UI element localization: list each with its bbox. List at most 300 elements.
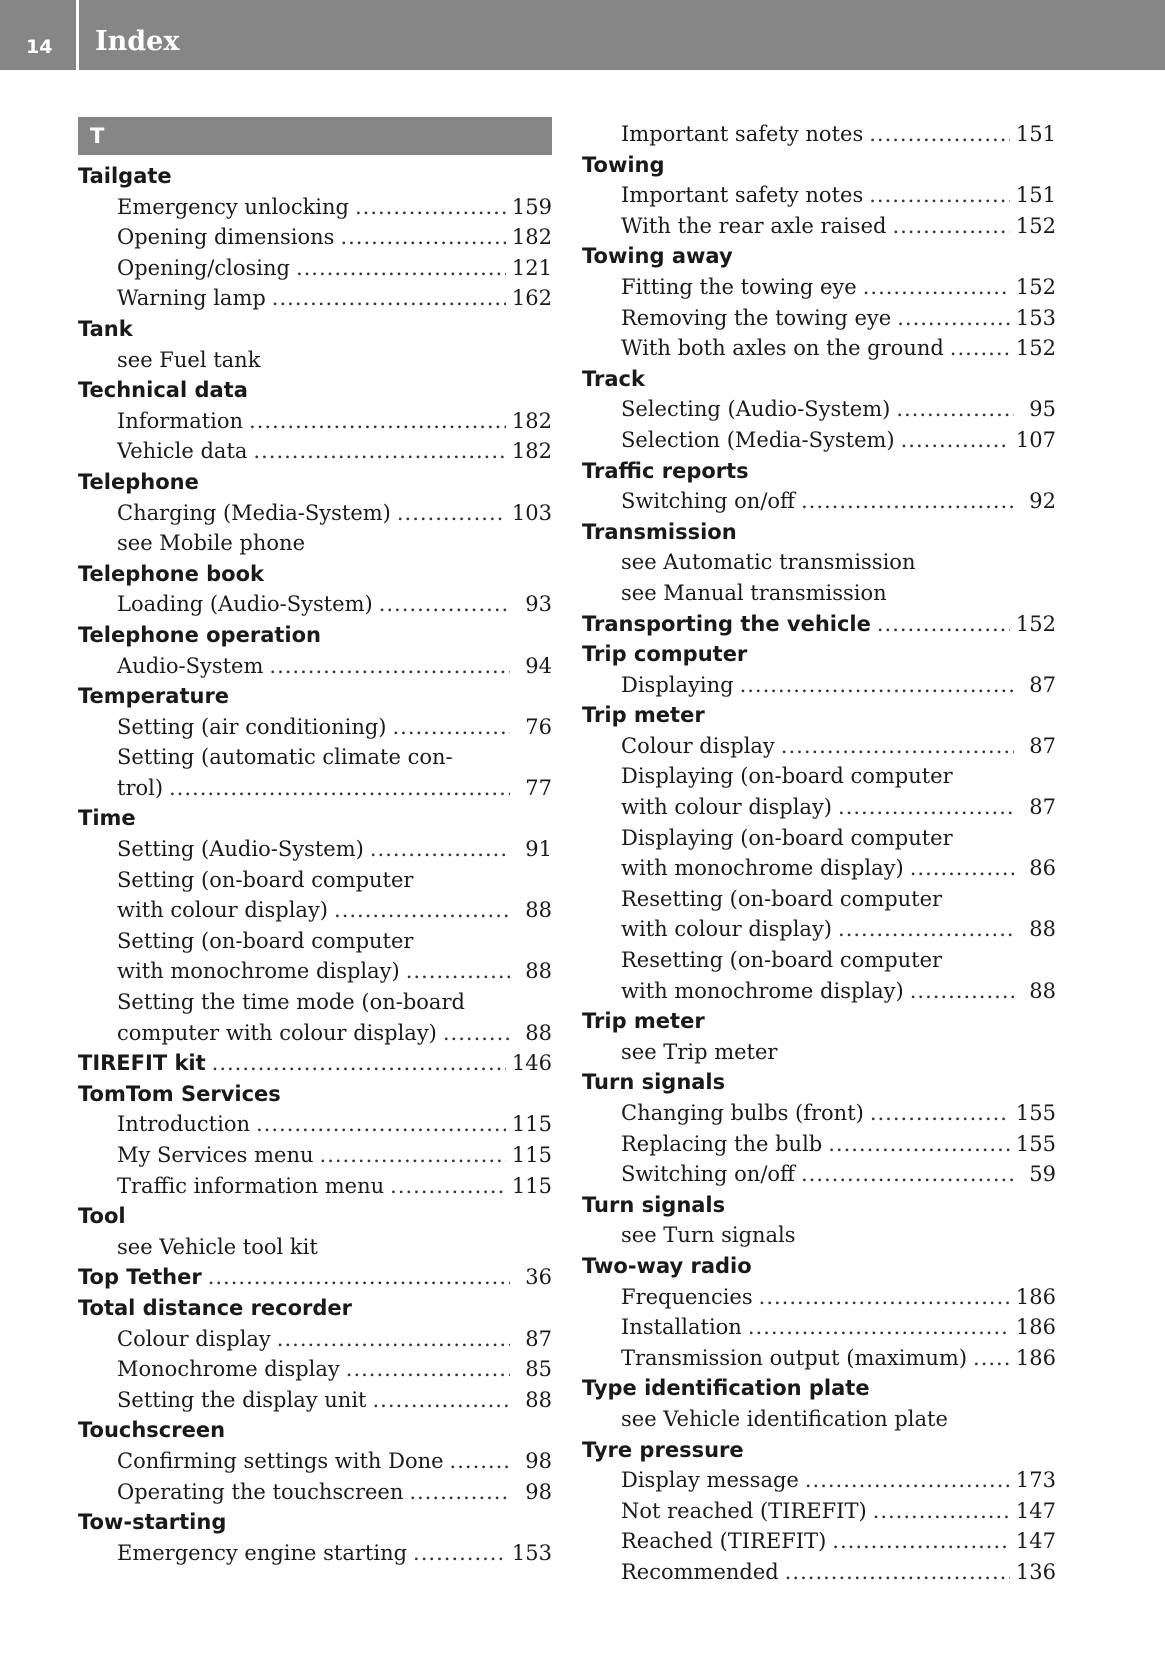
dot-leader bbox=[828, 1129, 1010, 1160]
index-column-left bbox=[78, 117, 552, 1568]
entry-text: with colour display) bbox=[117, 898, 329, 923]
entry-row bbox=[582, 303, 1056, 334]
index-subentry[interactable] bbox=[582, 211, 1056, 242]
entry-text: with monochrome display) bbox=[621, 978, 904, 1003]
entry-row bbox=[582, 792, 1056, 823]
entry-text: computer with colour display) bbox=[117, 1020, 437, 1045]
page-ref[interactable]: 155 bbox=[1015, 1131, 1056, 1156]
index-subentry[interactable] bbox=[78, 1385, 552, 1416]
subentry-text: Setting (on-board computer bbox=[117, 867, 414, 892]
entry-row bbox=[582, 272, 1056, 303]
entry-text: Important safety notes bbox=[621, 122, 864, 146]
entry-text: Opening dimensions bbox=[117, 225, 335, 250]
dot-leader bbox=[296, 253, 506, 284]
entry-row bbox=[78, 498, 552, 529]
dot-leader bbox=[346, 1354, 510, 1385]
index-heading[interactable] bbox=[78, 803, 552, 834]
entry-row bbox=[78, 1262, 552, 1293]
index-subentry[interactable] bbox=[78, 253, 552, 284]
index-heading[interactable] bbox=[582, 456, 1056, 487]
entry-row bbox=[78, 773, 552, 804]
page-ref[interactable]: 147 bbox=[1015, 1529, 1056, 1554]
page-ref[interactable]: 115 bbox=[511, 1173, 552, 1198]
heading-text: Tailgate bbox=[78, 164, 172, 188]
entry-text: trol) bbox=[117, 775, 164, 800]
entry-text: Fitting the towing eye bbox=[621, 274, 857, 299]
index-subentry[interactable] bbox=[78, 865, 552, 896]
entry-row bbox=[582, 1312, 1056, 1343]
dot-leader bbox=[781, 731, 1014, 762]
page-ref[interactable]: 88 bbox=[1029, 917, 1056, 942]
index-subentry[interactable] bbox=[78, 345, 552, 376]
page-ref[interactable]: 151 bbox=[1015, 122, 1056, 146]
heading-text: Tank bbox=[78, 316, 133, 341]
entry-text: Charging (Media-System) bbox=[117, 500, 391, 525]
page-ref[interactable]: 88 bbox=[525, 1020, 552, 1045]
heading-text: Towing bbox=[582, 152, 665, 177]
index-heading[interactable] bbox=[582, 1190, 1056, 1221]
index-heading[interactable] bbox=[78, 314, 552, 345]
page-ref[interactable]: 115 bbox=[511, 1112, 552, 1137]
entry-text: Introduction bbox=[117, 1112, 250, 1137]
index-subentry[interactable] bbox=[582, 1526, 1056, 1557]
index-subentry[interactable] bbox=[582, 823, 1056, 854]
subentry-text: see Fuel tank bbox=[117, 347, 261, 372]
subentry-text: see Trip meter bbox=[621, 1039, 778, 1064]
index-heading[interactable] bbox=[78, 161, 552, 192]
dot-leader bbox=[740, 670, 1014, 701]
entry-row bbox=[78, 1048, 552, 1079]
index-heading[interactable] bbox=[78, 620, 552, 651]
page-ref[interactable]: 159 bbox=[511, 194, 552, 219]
index-subentry[interactable] bbox=[78, 1232, 552, 1263]
index-subentry[interactable] bbox=[78, 192, 552, 223]
dot-leader bbox=[896, 394, 1014, 425]
dot-leader bbox=[450, 1446, 510, 1477]
page-ref[interactable]: 87 bbox=[1029, 795, 1056, 820]
entry-text: Traffic information menu bbox=[117, 1173, 385, 1198]
entry-row bbox=[582, 853, 1056, 884]
index-subentry[interactable] bbox=[78, 834, 552, 865]
heading-text: Track bbox=[582, 366, 645, 391]
page-ref[interactable]: 92 bbox=[1029, 489, 1056, 514]
dot-leader bbox=[869, 119, 1010, 150]
dot-leader bbox=[863, 272, 1010, 303]
header-divider bbox=[76, 0, 79, 70]
entry-text: Warning lamp bbox=[117, 286, 266, 311]
index-subentry[interactable] bbox=[582, 1129, 1056, 1160]
index-subentry[interactable] bbox=[582, 272, 1056, 303]
heading-text: Tool bbox=[78, 1204, 126, 1229]
page-ref[interactable]: 146 bbox=[511, 1051, 552, 1076]
dot-leader bbox=[897, 303, 1010, 334]
index-subentry[interactable] bbox=[582, 976, 1056, 1007]
entry-text: Top Tether bbox=[78, 1265, 202, 1290]
entry-row bbox=[582, 609, 1056, 640]
dot-leader bbox=[801, 1159, 1014, 1190]
subentry-text: Displaying (on-board computer bbox=[621, 764, 953, 789]
page-ref[interactable]: 155 bbox=[1015, 1101, 1056, 1125]
entry-text: Frequencies bbox=[621, 1284, 753, 1309]
page-ref[interactable]: 173 bbox=[1015, 1468, 1056, 1493]
index-heading[interactable] bbox=[582, 1373, 1056, 1404]
dot-leader bbox=[877, 609, 1010, 640]
entry-text: Changing bulbs (front) bbox=[621, 1101, 864, 1125]
page-ref[interactable]: 182 bbox=[511, 225, 552, 250]
index-heading[interactable] bbox=[78, 559, 552, 590]
index-subentry[interactable] bbox=[582, 1312, 1056, 1343]
dot-leader bbox=[901, 425, 1010, 456]
entry-row bbox=[582, 1098, 1056, 1129]
index-subentry[interactable] bbox=[78, 956, 552, 987]
heading-text: Temperature bbox=[78, 684, 230, 709]
dot-leader bbox=[869, 180, 1010, 211]
subentry-text: see Manual transmission bbox=[621, 580, 887, 605]
entry-row bbox=[582, 1159, 1056, 1190]
dot-leader bbox=[759, 1282, 1010, 1313]
page-ref[interactable]: 88 bbox=[525, 898, 552, 923]
index-subentry[interactable] bbox=[582, 425, 1056, 456]
page-ref[interactable]: 77 bbox=[525, 775, 552, 800]
entry-row bbox=[582, 333, 1056, 364]
dot-leader bbox=[785, 1557, 1010, 1588]
entry-row bbox=[78, 712, 552, 743]
index-heading[interactable] bbox=[582, 609, 1056, 640]
index-subentry[interactable] bbox=[582, 731, 1056, 762]
entry-text: Display message bbox=[621, 1468, 799, 1493]
dot-leader bbox=[320, 1140, 506, 1171]
entry-text: Switching on/off bbox=[621, 489, 795, 514]
index-heading[interactable] bbox=[78, 1048, 552, 1079]
dot-leader bbox=[355, 192, 506, 223]
subentry-text: see Turn signals bbox=[621, 1223, 796, 1248]
entry-text: TIREFIT kit bbox=[78, 1051, 206, 1076]
index-subentry[interactable] bbox=[78, 589, 552, 620]
page-ref[interactable]: 95 bbox=[1029, 397, 1056, 422]
heading-text: Type identification plate bbox=[582, 1376, 870, 1401]
page-ref[interactable]: 182 bbox=[511, 408, 552, 433]
entry-row bbox=[78, 1018, 552, 1049]
page-ref[interactable]: 36 bbox=[525, 1265, 552, 1290]
entry-text: Colour display bbox=[621, 733, 775, 758]
index-heading[interactable] bbox=[582, 1251, 1056, 1282]
entry-text: with colour display) bbox=[621, 917, 833, 942]
index-heading[interactable] bbox=[78, 1507, 552, 1538]
page-ref[interactable]: 87 bbox=[525, 1326, 552, 1351]
entry-text: Transporting the vehicle bbox=[582, 611, 871, 636]
entry-row bbox=[78, 956, 552, 987]
index-heading[interactable] bbox=[582, 517, 1056, 548]
dot-leader bbox=[838, 914, 1014, 945]
index-subentry[interactable] bbox=[78, 498, 552, 529]
right-entries bbox=[582, 119, 1056, 1588]
index-subentry[interactable] bbox=[582, 303, 1056, 334]
subentry-text: see Vehicle identification plate bbox=[621, 1406, 948, 1431]
page-ref[interactable]: 86 bbox=[1029, 856, 1056, 881]
page-ref[interactable]: 87 bbox=[1029, 672, 1056, 697]
index-subentry[interactable] bbox=[78, 712, 552, 743]
page-ref[interactable]: 153 bbox=[1015, 305, 1056, 330]
entry-row bbox=[582, 670, 1056, 701]
entry-text: Vehicle data bbox=[117, 439, 248, 464]
page-ref[interactable]: 153 bbox=[511, 1540, 552, 1565]
entry-text: Selection (Media-System) bbox=[621, 427, 895, 452]
heading-text: Telephone operation bbox=[78, 622, 321, 647]
subentry-text: Resetting (on-board computer bbox=[621, 948, 943, 973]
heading-text: Trip meter bbox=[582, 703, 705, 728]
page-ref[interactable]: 115 bbox=[511, 1143, 552, 1167]
heading-text: TomTom Services bbox=[78, 1081, 281, 1106]
dot-leader bbox=[397, 498, 506, 529]
subentry-text: Displaying (on-board computer bbox=[621, 825, 953, 850]
index-subentry[interactable] bbox=[582, 1159, 1056, 1190]
entry-row bbox=[78, 834, 552, 865]
heading-text: Tyre pressure bbox=[582, 1437, 744, 1462]
page-ref[interactable]: 152 bbox=[1015, 336, 1056, 361]
page-ref[interactable]: 103 bbox=[511, 500, 552, 525]
page-ref[interactable]: 93 bbox=[525, 592, 552, 617]
index-heading[interactable] bbox=[582, 364, 1056, 395]
index-heading[interactable] bbox=[78, 1262, 552, 1293]
heading-text: Transmission bbox=[582, 519, 737, 544]
page-title: Index bbox=[95, 26, 180, 57]
index-subentry[interactable] bbox=[78, 436, 552, 467]
dot-leader bbox=[256, 1109, 506, 1140]
page-ref[interactable]: 94 bbox=[525, 653, 552, 678]
entry-text: Setting (air conditioning) bbox=[117, 714, 387, 739]
heading-text: Time bbox=[78, 806, 136, 831]
index-subentry[interactable] bbox=[78, 1018, 552, 1049]
subentry-text: Setting (automatic climate con- bbox=[117, 745, 453, 770]
heading-text: Telephone bbox=[78, 469, 199, 494]
entry-text: Important safety notes bbox=[621, 183, 864, 208]
page-ref[interactable]: 87 bbox=[1029, 733, 1056, 758]
entry-row bbox=[78, 1140, 552, 1171]
page-ref[interactable]: 88 bbox=[1029, 978, 1056, 1003]
entry-text: Reached (TIREFIT) bbox=[621, 1529, 827, 1554]
heading-text: Tow-starting bbox=[78, 1510, 227, 1535]
page-ref[interactable]: 186 bbox=[1015, 1284, 1056, 1309]
index-heading[interactable] bbox=[78, 467, 552, 498]
index-subentry[interactable] bbox=[78, 895, 552, 926]
dot-leader bbox=[253, 436, 505, 467]
page-ref[interactable]: 91 bbox=[525, 837, 552, 862]
heading-text: Turn signals bbox=[582, 1070, 726, 1095]
page-ref[interactable]: 88 bbox=[525, 1387, 552, 1412]
entry-row bbox=[78, 283, 552, 314]
index-subentry[interactable] bbox=[78, 1109, 552, 1140]
entry-text: With the rear axle raised bbox=[621, 213, 887, 238]
index-heading[interactable] bbox=[78, 1201, 552, 1232]
dot-leader bbox=[208, 1262, 510, 1293]
index-subentry[interactable] bbox=[582, 486, 1056, 517]
dot-leader bbox=[950, 333, 1010, 364]
entry-text: with colour display) bbox=[621, 795, 833, 820]
page-ref[interactable]: 85 bbox=[525, 1357, 552, 1382]
index-subentry[interactable] bbox=[78, 1324, 552, 1355]
page-ref[interactable]: 186 bbox=[1015, 1315, 1056, 1340]
index-heading[interactable] bbox=[582, 150, 1056, 181]
dot-leader bbox=[334, 895, 510, 926]
index-heading[interactable] bbox=[582, 639, 1056, 670]
index-heading[interactable] bbox=[582, 700, 1056, 731]
entry-row bbox=[582, 425, 1056, 456]
index-subentry[interactable] bbox=[582, 792, 1056, 823]
dot-leader bbox=[973, 1343, 1010, 1374]
dot-leader bbox=[409, 1477, 510, 1508]
entry-text: Removing the towing eye bbox=[621, 305, 892, 330]
index-subentry[interactable] bbox=[582, 1037, 1056, 1068]
index-heading[interactable] bbox=[78, 1415, 552, 1446]
index-heading[interactable] bbox=[582, 1067, 1056, 1098]
page-ref[interactable]: 88 bbox=[525, 959, 552, 984]
entry-row bbox=[582, 119, 1056, 150]
index-subentry[interactable] bbox=[582, 1220, 1056, 1251]
entry-row bbox=[78, 1171, 552, 1202]
index-subentry[interactable] bbox=[78, 1446, 552, 1477]
entry-row bbox=[582, 1282, 1056, 1313]
entry-text: Emergency engine starting bbox=[117, 1540, 408, 1565]
entry-text: Switching on/off bbox=[621, 1162, 795, 1187]
page-ref[interactable]: 152 bbox=[1015, 611, 1056, 636]
entry-row bbox=[582, 914, 1056, 945]
index-subentry[interactable] bbox=[582, 394, 1056, 425]
dot-leader bbox=[748, 1312, 1010, 1343]
index-subentry[interactable] bbox=[582, 578, 1056, 609]
entry-text: Displaying bbox=[621, 672, 734, 697]
dot-leader bbox=[212, 1048, 506, 1079]
dot-leader bbox=[340, 222, 505, 253]
heading-text: Telephone book bbox=[78, 561, 264, 586]
entry-text: Setting the display unit bbox=[117, 1387, 367, 1412]
entry-row bbox=[582, 211, 1056, 242]
index-subentry[interactable] bbox=[582, 853, 1056, 884]
index-subentry[interactable] bbox=[582, 1098, 1056, 1129]
entry-text: Not reached (TIREFIT) bbox=[621, 1498, 867, 1523]
subentry-text: see Mobile phone bbox=[117, 531, 305, 556]
heading-text: Technical data bbox=[78, 378, 248, 403]
index-subentry[interactable] bbox=[78, 1538, 552, 1569]
index-subentry[interactable] bbox=[78, 773, 552, 804]
heading-text: Total distance recorder bbox=[78, 1295, 353, 1320]
index-subentry[interactable] bbox=[78, 926, 552, 957]
page-ref[interactable]: 136 bbox=[1015, 1559, 1056, 1584]
page-ref[interactable]: 59 bbox=[1029, 1162, 1056, 1187]
entry-text: Installation bbox=[621, 1315, 742, 1340]
index-subentry[interactable] bbox=[582, 945, 1056, 976]
entry-row bbox=[582, 976, 1056, 1007]
index-heading[interactable] bbox=[78, 681, 552, 712]
index-subentry[interactable] bbox=[78, 651, 552, 682]
heading-text: Turn signals bbox=[582, 1192, 726, 1217]
entry-text: My Services menu bbox=[117, 1143, 314, 1167]
index-subentry[interactable] bbox=[582, 1282, 1056, 1313]
page-ref[interactable]: 98 bbox=[525, 1479, 552, 1504]
index-subentry[interactable] bbox=[582, 884, 1056, 915]
entry-row bbox=[78, 1477, 552, 1508]
dot-leader bbox=[873, 1496, 1010, 1527]
dot-leader bbox=[392, 712, 510, 743]
page-ref[interactable]: 107 bbox=[1015, 427, 1056, 452]
dot-leader bbox=[277, 1324, 510, 1355]
entry-row bbox=[78, 589, 552, 620]
page-ref[interactable]: 147 bbox=[1015, 1498, 1056, 1523]
index-subentry[interactable] bbox=[78, 1171, 552, 1202]
dot-leader bbox=[379, 589, 510, 620]
index-subentry[interactable] bbox=[582, 1496, 1056, 1527]
page-ref[interactable]: 186 bbox=[1015, 1345, 1056, 1370]
index-subentry[interactable] bbox=[582, 1465, 1056, 1496]
entry-row bbox=[582, 1343, 1056, 1374]
entry-row bbox=[582, 1129, 1056, 1160]
index-subentry[interactable] bbox=[78, 1354, 552, 1385]
index-subentry[interactable] bbox=[582, 333, 1056, 364]
index-heading[interactable] bbox=[78, 375, 552, 406]
dot-leader bbox=[801, 486, 1014, 517]
entry-text: Audio-System bbox=[117, 653, 264, 678]
index-subentry[interactable] bbox=[78, 528, 552, 559]
subentry-text: Resetting (on-board computer bbox=[621, 886, 943, 911]
index-subentry[interactable] bbox=[582, 180, 1056, 211]
page-ref[interactable]: 152 bbox=[1015, 213, 1056, 238]
page-ref[interactable]: 76 bbox=[525, 714, 552, 739]
index-subentry[interactable] bbox=[78, 1140, 552, 1171]
entry-text: Selecting (Audio-System) bbox=[621, 397, 891, 422]
entry-row bbox=[582, 1496, 1056, 1527]
index-subentry[interactable] bbox=[582, 547, 1056, 578]
page-ref[interactable]: 152 bbox=[1015, 274, 1056, 299]
index-subentry[interactable] bbox=[582, 914, 1056, 945]
index-subentry[interactable] bbox=[582, 670, 1056, 701]
index-subentry[interactable] bbox=[78, 1477, 552, 1508]
page-ref[interactable]: 121 bbox=[511, 255, 552, 280]
index-subentry[interactable] bbox=[582, 761, 1056, 792]
index-subentry[interactable] bbox=[78, 987, 552, 1018]
index-heading[interactable] bbox=[78, 1079, 552, 1110]
index-subentry[interactable] bbox=[582, 1557, 1056, 1588]
heading-text: Trip meter bbox=[582, 1009, 705, 1034]
dot-leader bbox=[892, 211, 1009, 242]
page-ref[interactable]: 182 bbox=[511, 439, 552, 464]
index-subentry[interactable] bbox=[78, 406, 552, 437]
page-ref[interactable]: 151 bbox=[1015, 183, 1056, 208]
index-heading[interactable] bbox=[78, 1293, 552, 1324]
dot-leader bbox=[406, 956, 510, 987]
heading-text: Two-way radio bbox=[582, 1253, 752, 1278]
index-subentry[interactable] bbox=[582, 1343, 1056, 1374]
page-ref[interactable]: 98 bbox=[525, 1448, 552, 1473]
index-heading[interactable] bbox=[582, 1435, 1056, 1466]
entry-row bbox=[78, 1109, 552, 1140]
dot-leader bbox=[272, 283, 506, 314]
index-subentry[interactable] bbox=[78, 222, 552, 253]
heading-text: Towing away bbox=[582, 244, 733, 269]
entry-text: Opening/closing bbox=[117, 255, 290, 280]
heading-text: Touchscreen bbox=[78, 1418, 226, 1443]
section-letter: T bbox=[90, 124, 105, 148]
page-ref[interactable]: 162 bbox=[511, 286, 552, 311]
entry-text: Loading (Audio-System) bbox=[117, 592, 373, 617]
index-heading[interactable] bbox=[582, 241, 1056, 272]
index-subentry[interactable] bbox=[78, 283, 552, 314]
subentry-text: see Vehicle tool kit bbox=[117, 1234, 318, 1259]
index-subentry[interactable] bbox=[582, 1404, 1056, 1435]
heading-text: Traffic reports bbox=[582, 458, 749, 483]
index-heading[interactable] bbox=[582, 1006, 1056, 1037]
index-subentry[interactable] bbox=[78, 742, 552, 773]
entry-text: Replacing the bulb bbox=[621, 1131, 823, 1156]
index-subentry[interactable] bbox=[582, 119, 1056, 150]
